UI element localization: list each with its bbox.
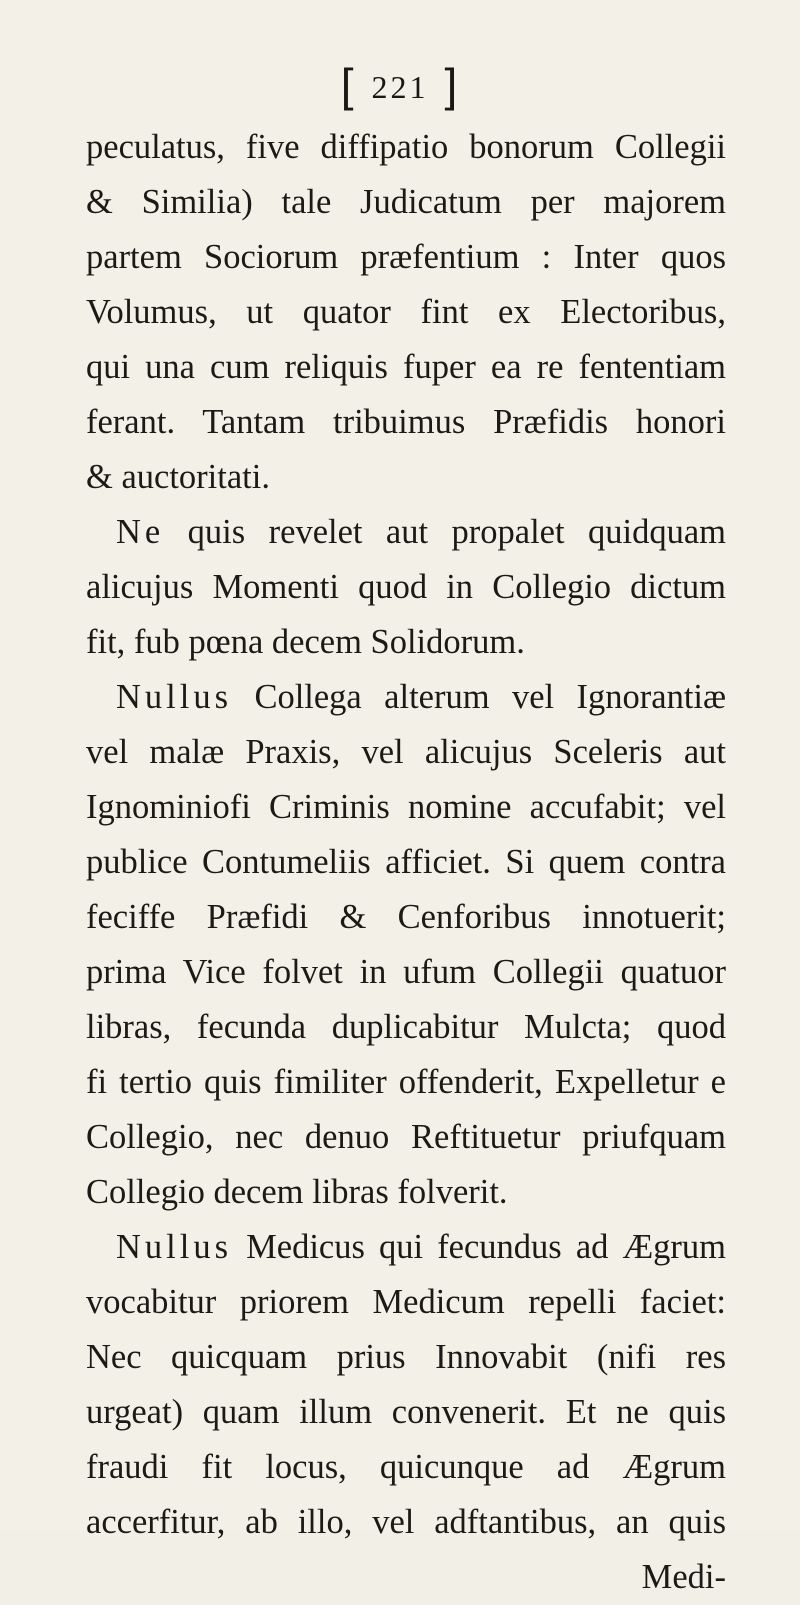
- text-line: Volumus, ut quator fint ex Electoribus,: [86, 293, 726, 331]
- text-line: Ignominiofi Criminis nomine accufabit; vel: [86, 788, 726, 826]
- text-line: fraudi fit locus, quicunque ad Ægrum: [86, 1448, 726, 1486]
- paragraph-first-line: [86, 670, 726, 725]
- bracket-close: ]: [444, 59, 460, 111]
- text-line: qui una cum reliquis fuper ea re fententiam: [86, 348, 726, 386]
- page-number: 221: [371, 69, 429, 105]
- text-line: peculatus, five diffipatio bonorum Collegii: [86, 128, 726, 166]
- text-line: Collegio decem libras folverit.: [86, 1173, 508, 1211]
- catchword: Medi-: [641, 1558, 726, 1596]
- paragraph-first-line: [86, 505, 726, 560]
- paragraph-first-line-text: Medicus qui fecundus ad Ægrum: [232, 1228, 726, 1266]
- text-line: feciffe Præfidi & Cenforibus innotuerit;: [86, 898, 726, 936]
- text-line: & Similia) tale Judicatum per majorem: [86, 183, 726, 221]
- text-line: vel malæ Praxis, vel alicujus Sceleris aut: [86, 733, 726, 771]
- text-line: libras, fecunda duplicabitur Mulcta; quod: [86, 1008, 726, 1046]
- paragraph-lead-word: Nullus: [116, 678, 233, 716]
- text-line: partem Sociorum præfentium : Inter quos: [86, 238, 726, 276]
- text-line: fit, fub pœna decem Solidorum.: [86, 623, 525, 661]
- text-line: & auctoritati.: [86, 458, 270, 496]
- text-line: vocabitur priorem Medicum repelli faciet:: [86, 1283, 726, 1321]
- text-line: ferant. Tantam tribuimus Præfidis honori: [86, 403, 726, 441]
- paragraph-first-line: [86, 1220, 726, 1275]
- bracket-open: [: [340, 59, 356, 111]
- body-text: [86, 120, 726, 1605]
- page-number-header: [0, 58, 800, 112]
- text-line: prima Vice folvet in ufum Collegii quatuor: [86, 953, 726, 991]
- text-line: Nec quicquam prius Innovabit (nifi res: [86, 1338, 726, 1376]
- text-line: Collegio, nec denuo Reftituetur priufquam: [86, 1118, 726, 1156]
- paragraph-lead-word: Ne: [116, 513, 165, 551]
- paragraph-first-line-text: Collega alterum vel Ignorantiæ: [232, 678, 726, 716]
- paragraph-first-line-text: quis revelet aut propalet quidquam: [164, 513, 726, 551]
- paragraph-lead-word: Nullus: [116, 1228, 233, 1266]
- text-line: alicujus Momenti quod in Collegio dictum: [86, 568, 726, 606]
- text-line: accerfitur, ab illo, vel adftantibus, an quis: [86, 1503, 726, 1541]
- text-line: urgeat) quam illum convenerit. Et ne quis: [86, 1393, 726, 1431]
- text-line: publice Contumeliis afficiet. Si quem contra: [86, 843, 726, 881]
- text-line: fi tertio quis fimiliter offenderit, Expelletur e: [86, 1063, 726, 1101]
